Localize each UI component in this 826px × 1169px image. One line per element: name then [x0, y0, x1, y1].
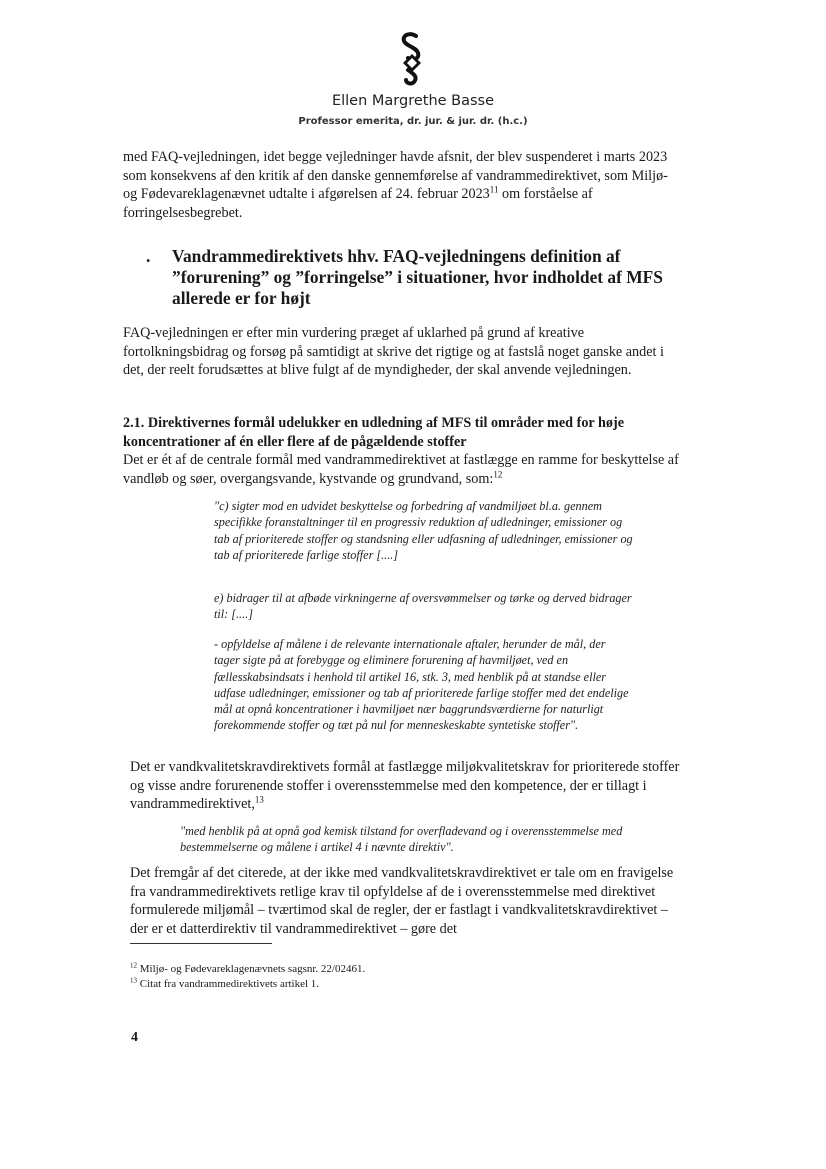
paragraph-purpose: [123, 451, 683, 488]
section-heading-bullet: .: [146, 246, 151, 266]
page-number: 4: [131, 1030, 138, 1045]
author-name: Ellen Margrethe Basse: [331, 93, 495, 109]
footnote-ref[interactable]: 12: [493, 468, 503, 479]
block-quote: "c) sigter mod en udvidet beskyttelse og forbedring af vandmiljøet bl.a. gennem specifikke foranstaltninger til en progressiv reduktion af udledninger, emissioner og tab af prioriterede stoffer og standsning eller udfasning af udledninger, emissioner og tab af prioriterede farlige stoffer [....]: [214, 499, 633, 562]
block-quote: - opfyldelse af målene i de relevante internationale aftaler, herunder de mål, der tager sigte på at forebygge og eliminere forurening af havmiljøet, ved en fællesskabsindsats i henhold til artikel 16, stk. 3, med henblik på at standse eller udfase udledninger, emissioner og tab af prioriterede farlige stoffer med det endelige mål at opnå koncentrationer i havmiljøet nær baggrundsværdierne for naturligt forekommende stoffer og tæt på nul for menneskeskabte syntetiske stoffer".: [214, 637, 629, 733]
footnote-ref[interactable]: 13: [254, 794, 264, 805]
paragraph-directive: [130, 758, 686, 814]
footnote: [130, 962, 690, 976]
paragraph-continuation: [123, 148, 683, 222]
paragraph-tail: om forståelse af forringelsesbegrebet.: [123, 186, 593, 221]
paragraph-text: Det er ét af de centrale formål med vandrammedirektivet at fastlægge en ramme for beskyttelse af vandløb og søer, overgangsvande, kystvande og grundvand, som:: [123, 452, 679, 487]
footnote-divider: [130, 943, 272, 944]
footnote: [130, 977, 690, 991]
footnote-number: 12: [130, 961, 137, 970]
footnote-text: Citat fra vandrammedirektivets artikel 1.: [137, 978, 320, 990]
footnote-ref[interactable]: 11: [489, 184, 499, 195]
footnote-number: 13: [130, 976, 137, 985]
paragraph-text: Det er vandkvalitetskravdirektivets formål at fastlægge miljøkvalitetskrav for prioriterede stoffer og visse andre forurenende stoffer i overensstemmelse med den kompetence, der er tillagt i vandrammedirektivet,: [130, 759, 680, 813]
footnote-text: Miljø- og Fødevareklagenævnets sagsnr. 22/02461.: [137, 963, 366, 975]
paragraph-intro: FAQ-vejledningen er efter min vurdering præget af uklarhed på grund af kreative fortolkningsbidrag og forsøg på samtidigt at skrive det rigtige og at fastslå noget ganske andet i det, der reelt forudsættes at blive fulgt af de myndigheder, der skal anvende vejledningen.: [123, 325, 664, 379]
block-quote: "med henblik på at opnå god kemisk tilstand for overfladevand og i overensstemmelse med bestemmelserne og målene i artikel 4 i nævnte direktiv".: [180, 824, 623, 855]
paragraph-text: med FAQ-vejledningen, idet begge vejledninger havde afsnit, der blev suspenderet i marts 2023 som konsekvens af den kritik af den danske gennemførelse af vandrammedirektivet, som Miljø- og Fødevareklagenævnet udtalte i afgørelsen af 24. februar 2023: [123, 149, 668, 203]
author-title: Professor emerita, dr. jur. & jur. dr. (h.c.): [298, 116, 528, 127]
section-heading: [146, 246, 691, 309]
paragraph-conclusion: Det fremgår af det citerede, at der ikke med vandkvalitetskravdirektivet er tale om en fravigelse fra vandrammedirektivets retlige krav til opfyldelse af de i overensstemmelse med direktivet formulerede miljømål – tværtimod skal de regler, der er fastlagt i vandkvalitetskravdirektivet – der er et datterdirektiv til vandrammedirektivet – gøre det: [130, 865, 674, 937]
subsection-heading: 2.1. Direktivernes formål udelukker en udledning af MFS til områder med for høje koncentrationer af én eller flere af de pågældende stoffer: [123, 415, 625, 450]
section-heading-text: Vandrammedirektivets hhv. FAQ-vejledningens definition af ”forurening” og ”forringelse” i situationer, hvor indholdet af MFS allerede er for højt: [172, 246, 663, 308]
block-quote: e) bidrager til at afbøde virkningerne af oversvømmelser og tørke og derved bidrager til: [....]: [214, 591, 632, 622]
section-sign-logo-icon: [392, 30, 432, 88]
